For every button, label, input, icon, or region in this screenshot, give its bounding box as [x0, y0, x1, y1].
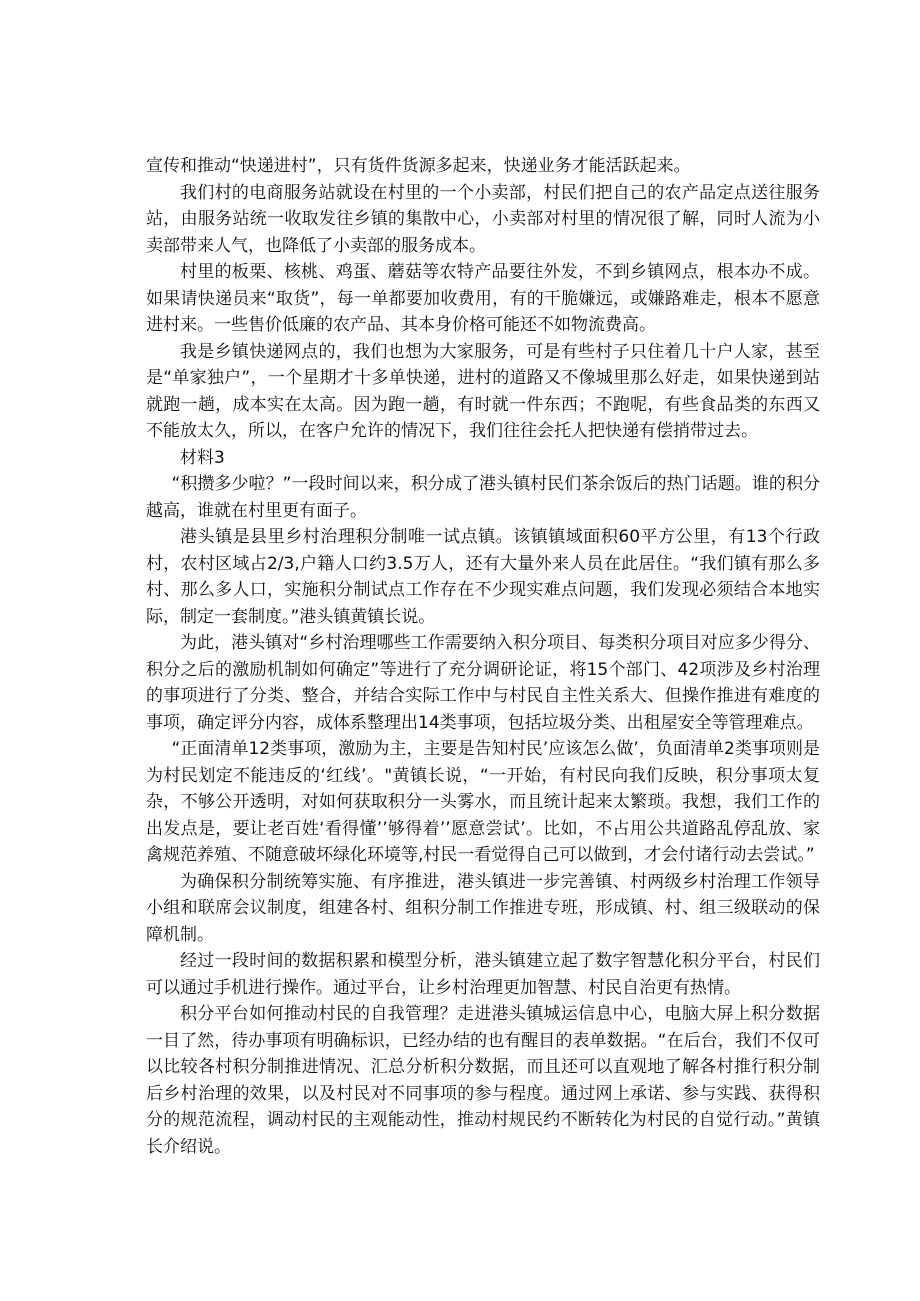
- paragraph-6: 港头镇是县里乡村治理积分制唯一试点镇。该镇镇域面积60平方公里，有13个行政村，农村区域占2/3,户籍人口约3.5万人，还有大量外来人员在此居住。“我们镇有那么多村、那么多人口，实施积分制试点工作存在不少现实难点问题，我们发现必须结合本地实际，制定一套制度。”港头镇黄镇长说。: [146, 527, 820, 627]
- paragraph-4: 我是乡镇快递网点的，我们也想为大家服务，可是有些村子只住着几十户人家，甚至是“单家独户”，一个星期才十多单快递，进村的道路又不像城里那么好走，如果快递到站就跑一趟，成本实在太高。因为跑一趟，有时就一件东西；不跑呢，有些食品类的东西又不能放太久，所以，在客户允许的情况下，我们往往会托人把快递有偿捎带过去。: [146, 341, 820, 441]
- paragraph-1: 宣传和推动“快递进村”，只有货件货源多起来，快递业务才能活跃起来。: [146, 156, 691, 176]
- section-heading-material-3: 材料3: [180, 447, 225, 468]
- paragraph-10: 经过一段时间的数据积累和模型分析，港头镇建立起了数字智慧化积分平台，村民们可以通过手机进行操作。通过平台，让乡村治理更加智慧、村民自治更有热情。: [146, 951, 820, 998]
- paragraph-2: 我们村的电商服务站就设在村里的一个小卖部，村民们把自己的农产品定点送往服务站，由服务站统一收取发往乡镇的集散中心，小卖部对村里的情况很了解，同时人流为小卖部带来人气，也降低了小卖部的服务成本。: [146, 182, 820, 256]
- paragraph-5: “积攒多少啦？”一段时间以来，积分成了港头镇村民们茶余饭后的热门话题。谁的积分越高，谁就在村里更有面子。: [146, 474, 820, 521]
- paragraph-7: 为此，港头镇对“乡村治理哪些工作需要纳入积分项目、每类积分项目对应多少得分、积分之后的激励机制如何确定”等进行了充分调研论证，将15个部门、42项涉及乡村治理的事项进行了分类、整合，并结合实际工作中与村民自主性关系大、但操作推进有难度的事项，确定评分内容，成体系整理出14类事项，包括垃圾分类、出租屋安全等管理难点。: [146, 633, 820, 733]
- paragraph-9: 为确保积分制统筹实施、有序推进，港头镇进一步完善镇、村两级乡村治理工作领导小组和联席会议制度，组建各村、组积分制工作推进专班，形成镇、村、组三级联动的保障机制。: [146, 871, 820, 945]
- paragraph-3: 村里的板栗、核桃、鸡蛋、蘑菇等农特产品要往外发，不到乡镇网点，根本办不成。如果请快递员来“取货”，每一单都要加收费用，有的干脆嫌远，或嫌路难走，根本不愿意进村来。一些售价低廉的农产品、其本身价格可能还不如物流费高。: [146, 262, 820, 335]
- paragraph-11: 积分平台如何推动村民的自我管理？走进港头镇城运信息中心，电脑大屏上积分数据一目了然，待办事项有明确标识，已经办结的也有醒目的表单数据。“在后台，我们不仅可以比较各村积分制推进情况、汇总分析积分数据，而且还可以直观地了解各村推行积分制后乡村治理的效果，以及村民对不同事项的参与程度。通过网上承诺、参与实践、获得积分的规范流程，调动村民的主观能动性，推动村规民约不断转化为村民的自觉行动。”黄镇长介绍说。: [146, 1004, 820, 1157]
- paragraph-8: “正面清单12类事项，激励为主，主要是告知村民’应该怎么做’，负面清单2类事项则是为村民划定不能违反的‘红线’。"黄镇长说，“一开始，有村民向我们反映，积分事项太复杂，不够公开透明，对如何获取积分一头雾水，而且统计起来太繁琐。我想，我们工作的出发点是，要让老百姓‘看得懂’’够得着’’愿意尝试’。比如，不占用公共道路乱停乱放、家禽规范养殖、不随意破坏绿化环境等,村民一看觉得自己可以做到，才会付诸行动去尝试。”: [146, 739, 820, 865]
- document-body: [146, 153, 820, 1160]
